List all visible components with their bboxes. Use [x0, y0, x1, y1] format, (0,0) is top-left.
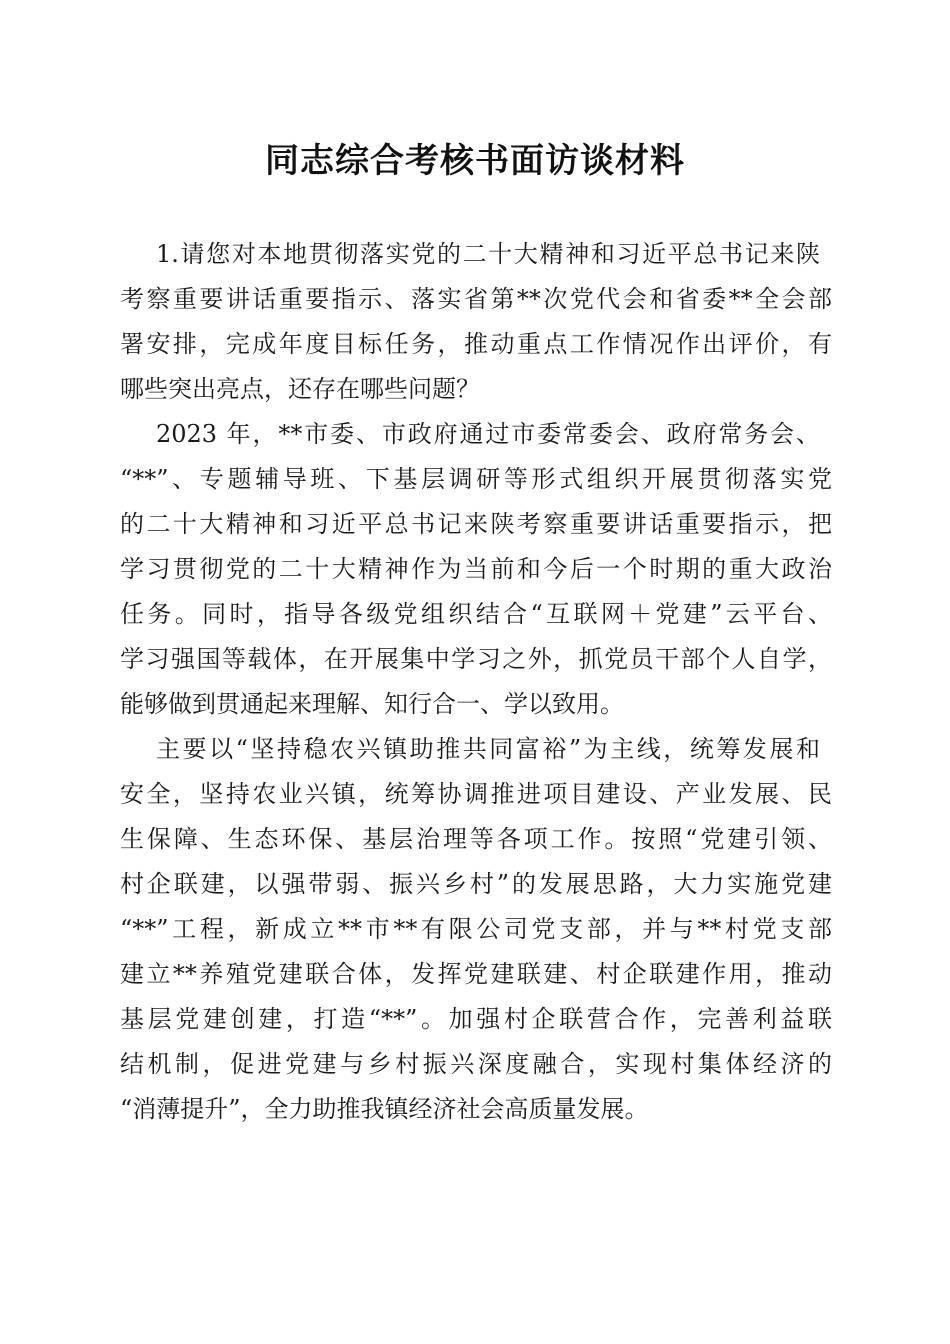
paragraph2-line-9: “消薄提升”，全力助推我镇经济社会高质量发展。 — [120, 1095, 649, 1123]
paragraph2-line-4: 村企联建，以强带弱、振兴乡村”的发展思路，大力实施党建 — [120, 870, 832, 898]
paragraph1-line-6: 学习强国等载体，在开展集中学习之外，抓党员干部个人自学， — [120, 645, 832, 673]
question-line-4: 哪些突出亮点，还存在哪些问题？ — [120, 375, 480, 403]
paragraph1-line-5: 任务。同时，指导各级党组织结合“互联网＋党建”云平台、 — [120, 600, 832, 628]
paragraph2-line-5: “**”工程，新成立**市**有限公司党支部，并与**村党支部 — [120, 915, 832, 943]
paragraph2-line-3: 生保障、生态环保、基层治理等各项工作。按照“党建引领、 — [120, 825, 832, 853]
question-line-1: 1.请您对本地贯彻落实党的二十大精神和习近平总书记来陕 — [156, 240, 820, 268]
paragraph2-line-2: 安全，坚持农业兴镇，统筹协调推进项目建设、产业发展、民 — [120, 780, 832, 808]
question-line-2: 考察重要讲话重要指示、落实省第**次党代会和省委**全会部 — [120, 285, 832, 313]
paragraph1-line-4: 学习贯彻党的二十大精神作为当前和今后一个时期的重大政治 — [120, 555, 832, 583]
document-title: 同志综合考核书面访谈材料 — [265, 141, 685, 181]
paragraph1-line-3: 的二十大精神和习近平总书记来陕考察重要讲话重要指示，把 — [120, 510, 832, 538]
paragraph2-line-8: 结机制，促进党建与乡村振兴深度融合，实现村集体经济的 — [120, 1050, 832, 1078]
paragraph1-line-2: “**”、专题辅导班、下基层调研等形式组织开展贯彻落实党 — [120, 465, 832, 493]
paragraph1-line-7: 能够做到贯通起来理解、知行合一、学以致用。 — [120, 690, 624, 718]
paragraph2-line-6: 建立**养殖党建联合体，发挥党建联建、村企联建作用，推动 — [120, 960, 832, 988]
question-line-3: 署安排，完成年度目标任务，推动重点工作情况作出评价，有 — [120, 330, 832, 358]
paragraph2-line-1: 主要以“坚持稳农兴镇助推共同富裕”为主线，统筹发展和 — [156, 735, 820, 763]
paragraph2-line-7: 基层党建创建，打造“**”。加强村企联营合作，完善利益联 — [120, 1005, 832, 1033]
paragraph1-line-1: 2023 年，**市委、市政府通过市委常委会、政府常务会、 — [156, 420, 820, 448]
